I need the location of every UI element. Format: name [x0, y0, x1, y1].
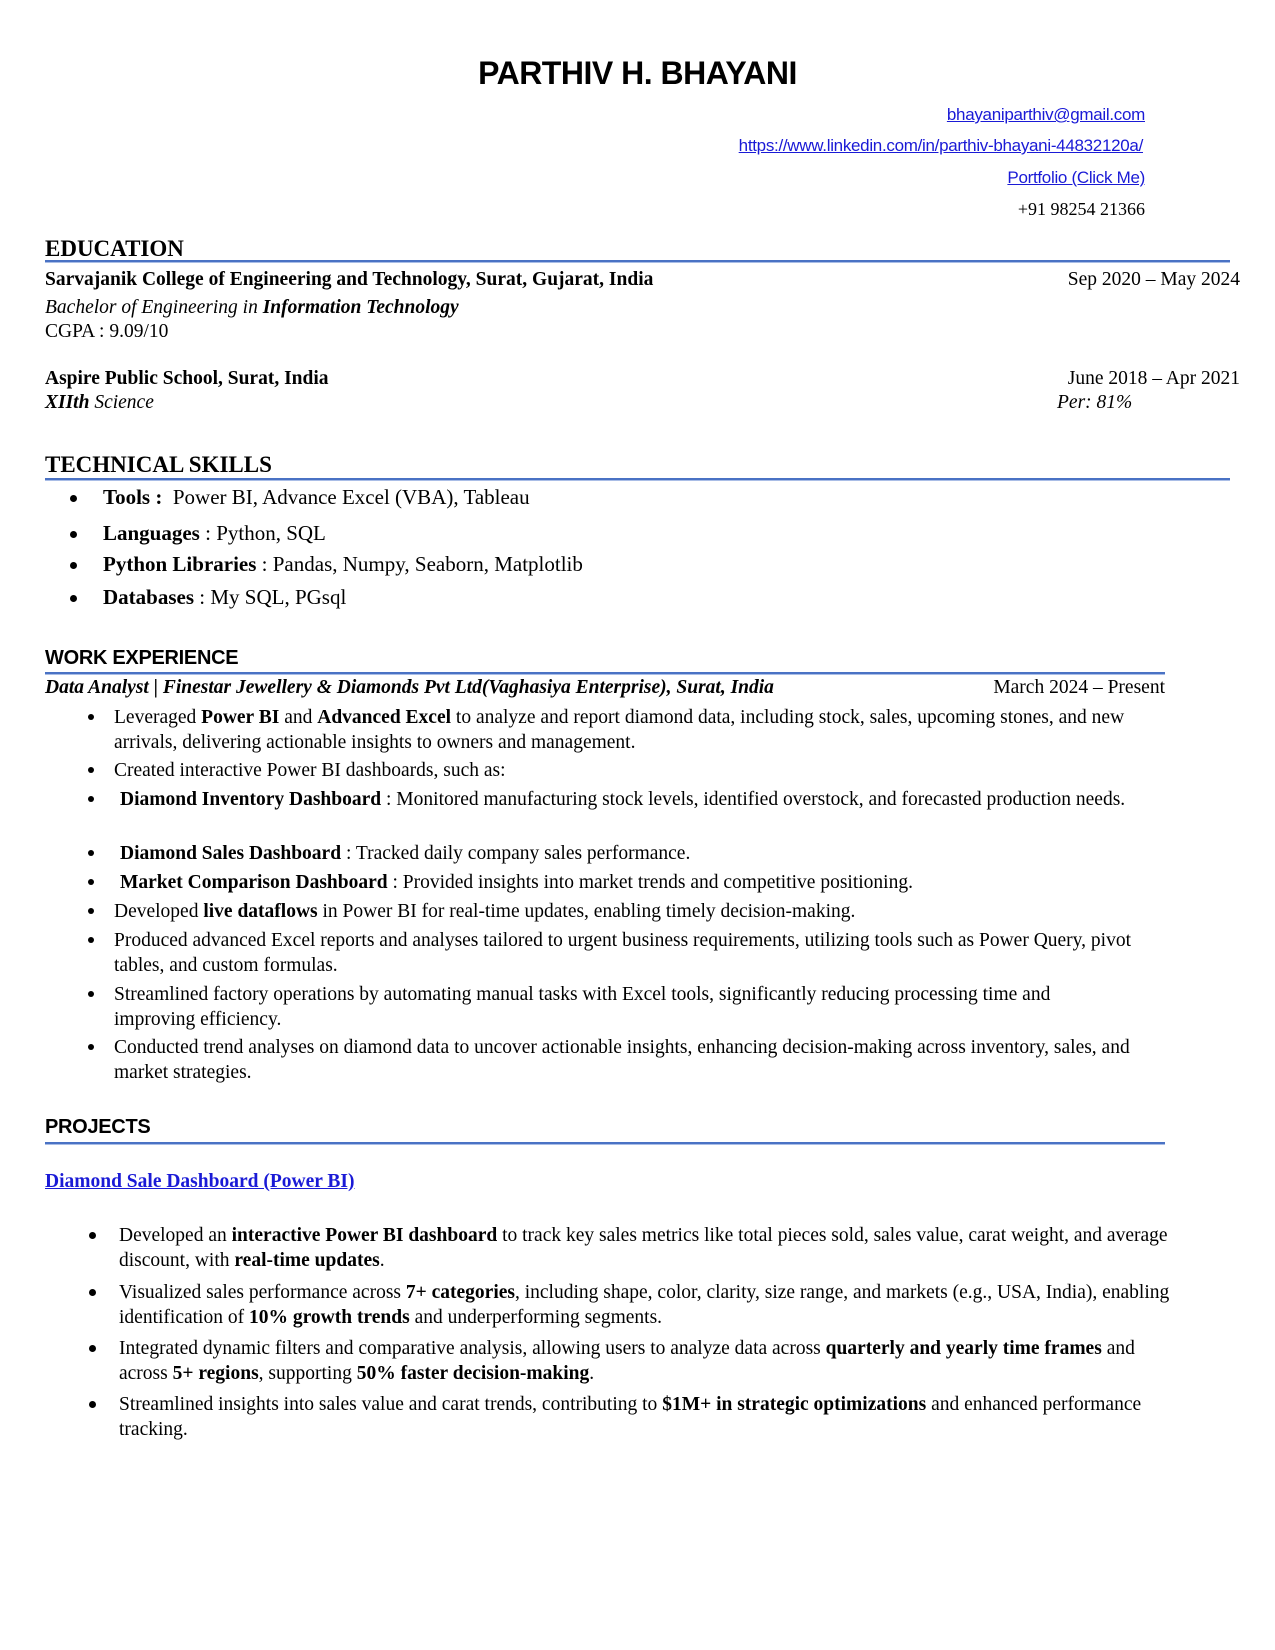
bullet-icon [70, 562, 77, 569]
section-divider [45, 672, 1165, 675]
degree-prefix: Bachelor of Engineering in [45, 297, 263, 318]
skill-item [103, 585, 346, 610]
education-dates: June 2018 – Apr 2021 [1067, 368, 1240, 389]
degree [45, 392, 154, 414]
job-header [45, 677, 1165, 699]
experience-heading: WORK EXPERIENCE [45, 647, 239, 669]
skill-label: Databases [103, 585, 195, 609]
project-bullet: Integrated dynamic filters and comparative analysis, allowing users to analyze data across quarterly and yearly time frames and across 5+ regions, supporting 50% faster decision-making. [119, 1336, 1179, 1386]
portfolio-link[interactable]: Portfolio (Click Me) [1007, 168, 1145, 187]
bullet-icon [70, 495, 77, 502]
experience-bullet: Conducted trend analyses on diamond data to uncover actionable insights, enhancing decision-making across inventory, sales, and market strategies. [114, 1035, 1134, 1085]
degree-major: Science [89, 392, 154, 413]
projects-heading: PROJECTS [45, 1116, 151, 1138]
skill-item [103, 521, 326, 546]
degree-prefix: XIIth [45, 392, 90, 413]
school-name: Sarvajanik College of Engineering and Technology, Surat, Gujarat, India [45, 269, 654, 290]
bullet-icon [89, 1401, 96, 1408]
bullet-icon [89, 1345, 96, 1352]
skill-item [103, 485, 530, 510]
bullet-icon [70, 595, 77, 602]
email-link[interactable]: bhayaniparthiv@gmail.com [946, 105, 1145, 124]
skill-value: Power BI, Advance Excel (VBA), Tableau [162, 485, 530, 509]
experience-bullet: Developed live dataflows in Power BI for real-time updates, enabling timely decision-making. [114, 899, 1134, 924]
project-bullet: Developed an interactive Power BI dashboard to track key sales metrics like total pieces sold, sales value, carat weight, and average discount, with real-time updates. [119, 1223, 1179, 1273]
experience-bullet: Diamond Inventory Dashboard : Monitored manufacturing stock levels, identified overstock, and forecasted production needs. [120, 787, 1140, 812]
candidate-name: PARTHIV H. BHAYANI [478, 55, 797, 91]
linkedin-link-row [739, 135, 1143, 156]
bullet-icon [88, 879, 94, 885]
bullet-icon [88, 937, 94, 943]
skill-label: Languages [103, 521, 200, 545]
skill-item [103, 552, 583, 577]
phone-number: +91 98254 21366 [1017, 199, 1145, 219]
skill-value: : Pandas, Numpy, Seaborn, Matplotlib [256, 552, 583, 576]
experience-bullet: Created interactive Power BI dashboards, such as: [114, 758, 1134, 783]
project-bullet: Streamlined insights into sales value and carat trends, contributing to $1M+ in strategic optimizations and enhanced performance tracking. [119, 1392, 1179, 1442]
skill-label: Python Libraries [103, 552, 257, 576]
linkedin-link[interactable]: https://www.linkedin.com/in/parthiv-bhayani-44832120a/ [738, 136, 1143, 155]
email-link-row [947, 104, 1145, 125]
education-item-1 [45, 269, 1240, 291]
bullet-icon [88, 991, 94, 997]
job-role: Data Analyst | Finestar Jewellery & Diamonds Pvt Ltd(Vaghasiya Enterprise), Surat, India [45, 677, 774, 698]
percentage: Per: 81% [1057, 392, 1133, 413]
degree [45, 297, 459, 319]
skill-label: Tools : [103, 485, 163, 509]
education-dates: Sep 2020 – May 2024 [1067, 269, 1240, 290]
project-title-link[interactable]: Diamond Sale Dashboard (Power BI) [45, 1171, 355, 1192]
skills-heading: TECHNICAL SKILLS [45, 452, 272, 477]
project-bullet: Visualized sales performance across 7+ categories, including shape, color, clarity, size range, and markets (e.g., USA, India), enabling identification of 10% growth trends and underperforming segments. [119, 1280, 1179, 1330]
bullet-icon [88, 714, 94, 720]
skill-value: : My SQL, PGsql [194, 585, 347, 609]
section-divider [45, 478, 1230, 481]
school-name: Aspire Public School, Surat, India [45, 368, 329, 389]
job-dates: March 2024 – Present [993, 677, 1165, 698]
experience-bullet: Produced advanced Excel reports and analyses tailored to urgent business requirements, utilizing tools such as Power Query, pivot tables, and custom formulas. [114, 928, 1134, 978]
bullet-icon [89, 1232, 96, 1239]
experience-bullet: Diamond Sales Dashboard : Tracked daily company sales performance. [120, 841, 1140, 866]
bullet-icon [88, 1044, 94, 1050]
experience-bullet: Leveraged Power BI and Advanced Excel to analyze and report diamond data, including stock, sales, upcoming stones, and new arrivals, delivering actionable insights to owners and management. [114, 705, 1134, 755]
section-divider [45, 260, 1230, 263]
education-heading: EDUCATION [45, 236, 184, 261]
cgpa: CGPA : 9.09/10 [45, 321, 169, 342]
experience-bullet: Market Comparison Dashboard : Provided insights into market trends and competitive positioning. [120, 870, 1140, 895]
bullet-icon [88, 767, 94, 773]
section-divider [45, 1142, 1165, 1145]
bullet-icon [88, 850, 94, 856]
bullet-icon [88, 796, 94, 802]
portfolio-link-row [1007, 167, 1145, 188]
bullet-icon [89, 1289, 96, 1296]
experience-bullet: Streamlined factory operations by automating manual tasks with Excel tools, significantly reducing processing time and improving efficiency. [114, 982, 1134, 1032]
skill-value: : Python, SQL [199, 521, 326, 545]
education-item-2 [45, 368, 1240, 390]
bullet-icon [70, 531, 77, 538]
bullet-icon [88, 908, 94, 914]
degree-major: Information Technology [262, 297, 459, 318]
